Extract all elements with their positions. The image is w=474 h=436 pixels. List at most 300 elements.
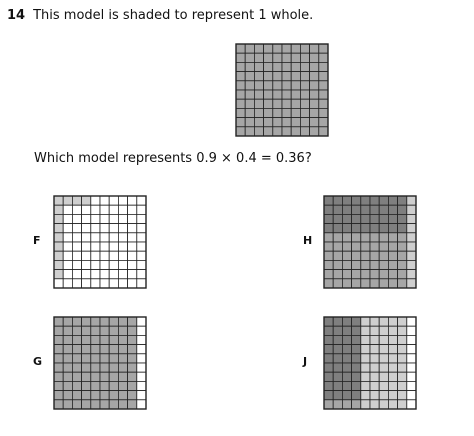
grid-cell [398, 354, 407, 363]
grid-cell [333, 214, 342, 223]
grid-cell [137, 400, 146, 409]
grid-cell [370, 391, 379, 400]
grid-cell [63, 224, 72, 233]
grid-cell [236, 118, 245, 127]
grid-cell [72, 224, 81, 233]
grid-cell [128, 317, 137, 326]
grid-cell [370, 260, 379, 269]
grid-cell [128, 205, 137, 214]
grid-cell [109, 233, 118, 242]
grid-cell [333, 205, 342, 214]
grid-cell [254, 53, 263, 62]
grid-cell [388, 196, 397, 205]
grid-cell [109, 391, 118, 400]
grid-cell [54, 233, 63, 242]
grid-cell [398, 251, 407, 260]
grid-cell [407, 251, 416, 260]
grid-cell [352, 372, 361, 381]
grid-cell [388, 270, 397, 279]
grid-cell [63, 279, 72, 288]
option-g-label: G [33, 355, 43, 368]
grid-cell [310, 81, 319, 90]
grid-cell [91, 214, 100, 223]
grid-cell [128, 345, 137, 354]
grid-cell [236, 99, 245, 108]
grid-cell [137, 242, 146, 251]
grid-cell [342, 391, 351, 400]
grid-cell [361, 400, 370, 409]
grid-cell [379, 242, 388, 251]
grid-cell [310, 72, 319, 81]
grid-cell [118, 381, 127, 390]
grid-cell [109, 224, 118, 233]
grid-cell [100, 251, 109, 260]
grid-cell [137, 391, 146, 400]
grid-cell [282, 44, 291, 53]
grid-cell [118, 270, 127, 279]
grid-cell [300, 44, 309, 53]
grid-cell [100, 381, 109, 390]
grid-cell [352, 196, 361, 205]
grid-cell [54, 354, 63, 363]
grid-cell [398, 205, 407, 214]
grid-cell [91, 233, 100, 242]
grid-cell [398, 345, 407, 354]
grid-cell [324, 400, 333, 409]
grid-cell [63, 363, 72, 372]
grid-cell [352, 400, 361, 409]
grid-cell [273, 90, 282, 99]
grid-cell [300, 127, 309, 136]
grid-cell [109, 354, 118, 363]
grid-cell [342, 260, 351, 269]
grid-cell [352, 260, 361, 269]
question-statement: This model is shaded to represent 1 whole. [33, 8, 314, 23]
grid-cell [72, 317, 81, 326]
grid-cell [333, 196, 342, 205]
grid-cell [63, 196, 72, 205]
grid-cell [333, 224, 342, 233]
grid-cell [282, 72, 291, 81]
grid-cell [91, 317, 100, 326]
grid-cell [361, 196, 370, 205]
grid-cell [264, 108, 273, 117]
grid-cell [407, 214, 416, 223]
grid-cell [370, 400, 379, 409]
grid-cell [245, 53, 254, 62]
grid-cell [324, 214, 333, 223]
grid-cell [407, 196, 416, 205]
grid-cell [264, 118, 273, 127]
grid-cell [109, 196, 118, 205]
grid-cell [100, 345, 109, 354]
grid-cell [137, 363, 146, 372]
grid-cell [72, 335, 81, 344]
grid-cell [300, 62, 309, 71]
grid-cell [379, 381, 388, 390]
grid-cell [300, 118, 309, 127]
grid-cell [236, 108, 245, 117]
grid-cell [245, 127, 254, 136]
grid-cell [300, 108, 309, 117]
grid-cell [273, 127, 282, 136]
grid-cell [54, 224, 63, 233]
grid-cell [254, 81, 263, 90]
grid-cell [388, 214, 397, 223]
grid-cell [333, 335, 342, 344]
grid-cell [54, 391, 63, 400]
grid-cell [333, 400, 342, 409]
grid-cell [82, 205, 91, 214]
grid-cell [118, 242, 127, 251]
grid-cell [118, 251, 127, 260]
grid-cell [128, 251, 137, 260]
grid-cell [273, 108, 282, 117]
grid-cell [82, 391, 91, 400]
grid-cell [291, 99, 300, 108]
grid-cell [63, 251, 72, 260]
grid-cell [282, 90, 291, 99]
grid-cell [407, 335, 416, 344]
grid-cell [82, 400, 91, 409]
grid-cell [388, 372, 397, 381]
grid-cell [118, 335, 127, 344]
grid-cell [254, 62, 263, 71]
grid-cell [342, 372, 351, 381]
grid-cell [282, 108, 291, 117]
grid-cell [128, 279, 137, 288]
grid-cell [100, 214, 109, 223]
grid-cell [282, 99, 291, 108]
grid-cell [63, 214, 72, 223]
grid-cell [361, 372, 370, 381]
grid-cell [361, 363, 370, 372]
grid-cell [245, 90, 254, 99]
grid-cell [254, 108, 263, 117]
grid-cell [282, 53, 291, 62]
grid-cell [82, 335, 91, 344]
grid-cell [370, 372, 379, 381]
grid-cell [361, 251, 370, 260]
grid-cell [72, 242, 81, 251]
grid-cell [137, 345, 146, 354]
grid-cell [72, 391, 81, 400]
grid-cell [361, 391, 370, 400]
grid-cell [352, 251, 361, 260]
grid-cell [245, 44, 254, 53]
grid-cell [398, 363, 407, 372]
grid-cell [118, 363, 127, 372]
grid-cell [388, 260, 397, 269]
grid-cell [407, 260, 416, 269]
grid-cell [370, 279, 379, 288]
grid-cell [370, 354, 379, 363]
grid-cell [407, 391, 416, 400]
grid-cell [82, 354, 91, 363]
grid-cell [72, 214, 81, 223]
grid-cell [370, 242, 379, 251]
grid-cell [342, 363, 351, 372]
grid-cell [388, 363, 397, 372]
grid-cell [398, 270, 407, 279]
grid-cell [254, 90, 263, 99]
grid-cell [82, 317, 91, 326]
grid-cell [398, 335, 407, 344]
grid-cell [109, 251, 118, 260]
grid-cell [379, 279, 388, 288]
grid-cell [137, 279, 146, 288]
grid-cell [333, 363, 342, 372]
grid-cell [245, 99, 254, 108]
grid-cell [300, 72, 309, 81]
grid-cell [342, 381, 351, 390]
grid-cell [370, 205, 379, 214]
grid-cell [333, 354, 342, 363]
grid-cell [128, 372, 137, 381]
grid-cell [361, 381, 370, 390]
grid-cell [342, 233, 351, 242]
grid-cell [236, 81, 245, 90]
grid-cell [72, 279, 81, 288]
grid-cell [282, 127, 291, 136]
grid-cell [63, 242, 72, 251]
grid-cell [352, 391, 361, 400]
grid-cell [91, 391, 100, 400]
grid-cell [63, 372, 72, 381]
grid-cell [264, 53, 273, 62]
grid-cell [54, 372, 63, 381]
grid-cell [388, 354, 397, 363]
grid-cell [245, 108, 254, 117]
grid-cell [72, 372, 81, 381]
grid-cell [361, 317, 370, 326]
grid-cell [109, 345, 118, 354]
grid-cell [100, 391, 109, 400]
grid-cell [398, 317, 407, 326]
grid-cell [370, 381, 379, 390]
grid-cell [118, 400, 127, 409]
grid-cell [407, 242, 416, 251]
grid-cell [407, 354, 416, 363]
grid-cell [137, 205, 146, 214]
grid-cell [388, 381, 397, 390]
grid-cell [388, 224, 397, 233]
grid-cell [118, 345, 127, 354]
grid-cell [54, 279, 63, 288]
grid-cell [91, 242, 100, 251]
grid-cell [236, 62, 245, 71]
grid-cell [109, 270, 118, 279]
grid-cell [407, 233, 416, 242]
grid-cell [407, 205, 416, 214]
grid-cell [282, 62, 291, 71]
grid-cell [109, 335, 118, 344]
grid-cell [361, 224, 370, 233]
grid-cell [54, 242, 63, 251]
grid-cell [128, 233, 137, 242]
grid-cell [388, 317, 397, 326]
grid-cell [91, 279, 100, 288]
grid-cell [388, 400, 397, 409]
grid-cell [370, 326, 379, 335]
grid-cell [342, 242, 351, 251]
grid-cell [54, 260, 63, 269]
grid-cell [91, 400, 100, 409]
grid-cell [100, 224, 109, 233]
grid-cell [72, 196, 81, 205]
grid-cell [370, 270, 379, 279]
grid-cell [352, 326, 361, 335]
grid-cell [128, 400, 137, 409]
grid-cell [118, 205, 127, 214]
grid-cell [388, 345, 397, 354]
grid-cell [100, 400, 109, 409]
grid-cell [91, 372, 100, 381]
grid-cell [324, 270, 333, 279]
grid-cell [379, 205, 388, 214]
grid-cell [137, 260, 146, 269]
grid-cell [82, 381, 91, 390]
grid-cell [388, 233, 397, 242]
grid-cell [324, 317, 333, 326]
grid-cell [128, 326, 137, 335]
grid-cell [137, 317, 146, 326]
grid-cell [82, 233, 91, 242]
grid-cell [128, 270, 137, 279]
grid-cell [379, 400, 388, 409]
grid-cell [100, 363, 109, 372]
grid-cell [324, 196, 333, 205]
grid-cell [319, 44, 328, 53]
question-text [7, 8, 313, 24]
grid-cell [291, 62, 300, 71]
grid-cell [324, 251, 333, 260]
grid-cell [319, 53, 328, 62]
grid-cell [370, 233, 379, 242]
grid-cell [54, 363, 63, 372]
grid-cell [82, 372, 91, 381]
grid-cell [236, 44, 245, 53]
grid-cell [282, 118, 291, 127]
grid-cell [63, 270, 72, 279]
grid-cell [333, 233, 342, 242]
grid-cell [63, 400, 72, 409]
grid-cell [54, 205, 63, 214]
grid-cell [82, 279, 91, 288]
grid-cell [128, 224, 137, 233]
grid-cell [91, 354, 100, 363]
grid-cell [54, 400, 63, 409]
grid-cell [137, 335, 146, 344]
grid-cell [254, 44, 263, 53]
grid-cell [388, 205, 397, 214]
grid-cell [333, 317, 342, 326]
grid-cell [300, 90, 309, 99]
grid-cell [264, 99, 273, 108]
grid-cell [300, 53, 309, 62]
grid-cell [128, 381, 137, 390]
grid-cell [137, 224, 146, 233]
option-f-grid[interactable] [53, 195, 147, 289]
grid-cell [264, 62, 273, 71]
grid-cell [361, 242, 370, 251]
grid-cell [310, 118, 319, 127]
grid-cell [398, 233, 407, 242]
grid-cell [319, 99, 328, 108]
grid-cell [300, 99, 309, 108]
grid-cell [324, 345, 333, 354]
grid-cell [291, 127, 300, 136]
grid-cell [388, 326, 397, 335]
grid-cell [361, 270, 370, 279]
grid-cell [100, 354, 109, 363]
grid-cell [63, 335, 72, 344]
grid-cell [128, 214, 137, 223]
option-g-grid[interactable] [53, 316, 147, 410]
option-j-grid[interactable] [323, 316, 417, 410]
grid-cell [398, 372, 407, 381]
grid-cell [379, 214, 388, 223]
grid-cell [236, 72, 245, 81]
grid-cell [91, 345, 100, 354]
grid-cell [72, 381, 81, 390]
grid-cell [236, 127, 245, 136]
grid-cell [291, 81, 300, 90]
grid-cell [370, 224, 379, 233]
grid-cell [310, 99, 319, 108]
grid-cell [310, 90, 319, 99]
grid-cell [310, 127, 319, 136]
grid-cell [319, 127, 328, 136]
grid-cell [118, 224, 127, 233]
grid-cell [100, 205, 109, 214]
grid-cell [379, 251, 388, 260]
grid-cell [319, 62, 328, 71]
grid-cell [82, 326, 91, 335]
grid-cell [137, 251, 146, 260]
grid-cell [54, 326, 63, 335]
grid-cell [118, 196, 127, 205]
grid-cell [324, 205, 333, 214]
grid-cell [118, 372, 127, 381]
grid-cell [91, 251, 100, 260]
grid-cell [236, 90, 245, 99]
grid-cell [370, 196, 379, 205]
grid-cell [361, 205, 370, 214]
grid-cell [82, 251, 91, 260]
option-h-grid[interactable] [323, 195, 417, 289]
grid-cell [54, 196, 63, 205]
grid-cell [407, 270, 416, 279]
grid-cell [361, 335, 370, 344]
grid-cell [291, 118, 300, 127]
grid-cell [63, 345, 72, 354]
grid-cell [342, 345, 351, 354]
grid-cell [245, 72, 254, 81]
grid-cell [388, 251, 397, 260]
grid-cell [72, 354, 81, 363]
grid-cell [63, 391, 72, 400]
grid-cell [118, 354, 127, 363]
grid-cell [407, 372, 416, 381]
grid-cell [273, 118, 282, 127]
grid-cell [398, 242, 407, 251]
grid-cell [54, 214, 63, 223]
grid-cell [352, 270, 361, 279]
grid-cell [300, 81, 309, 90]
grid-cell [333, 260, 342, 269]
grid-cell [82, 363, 91, 372]
